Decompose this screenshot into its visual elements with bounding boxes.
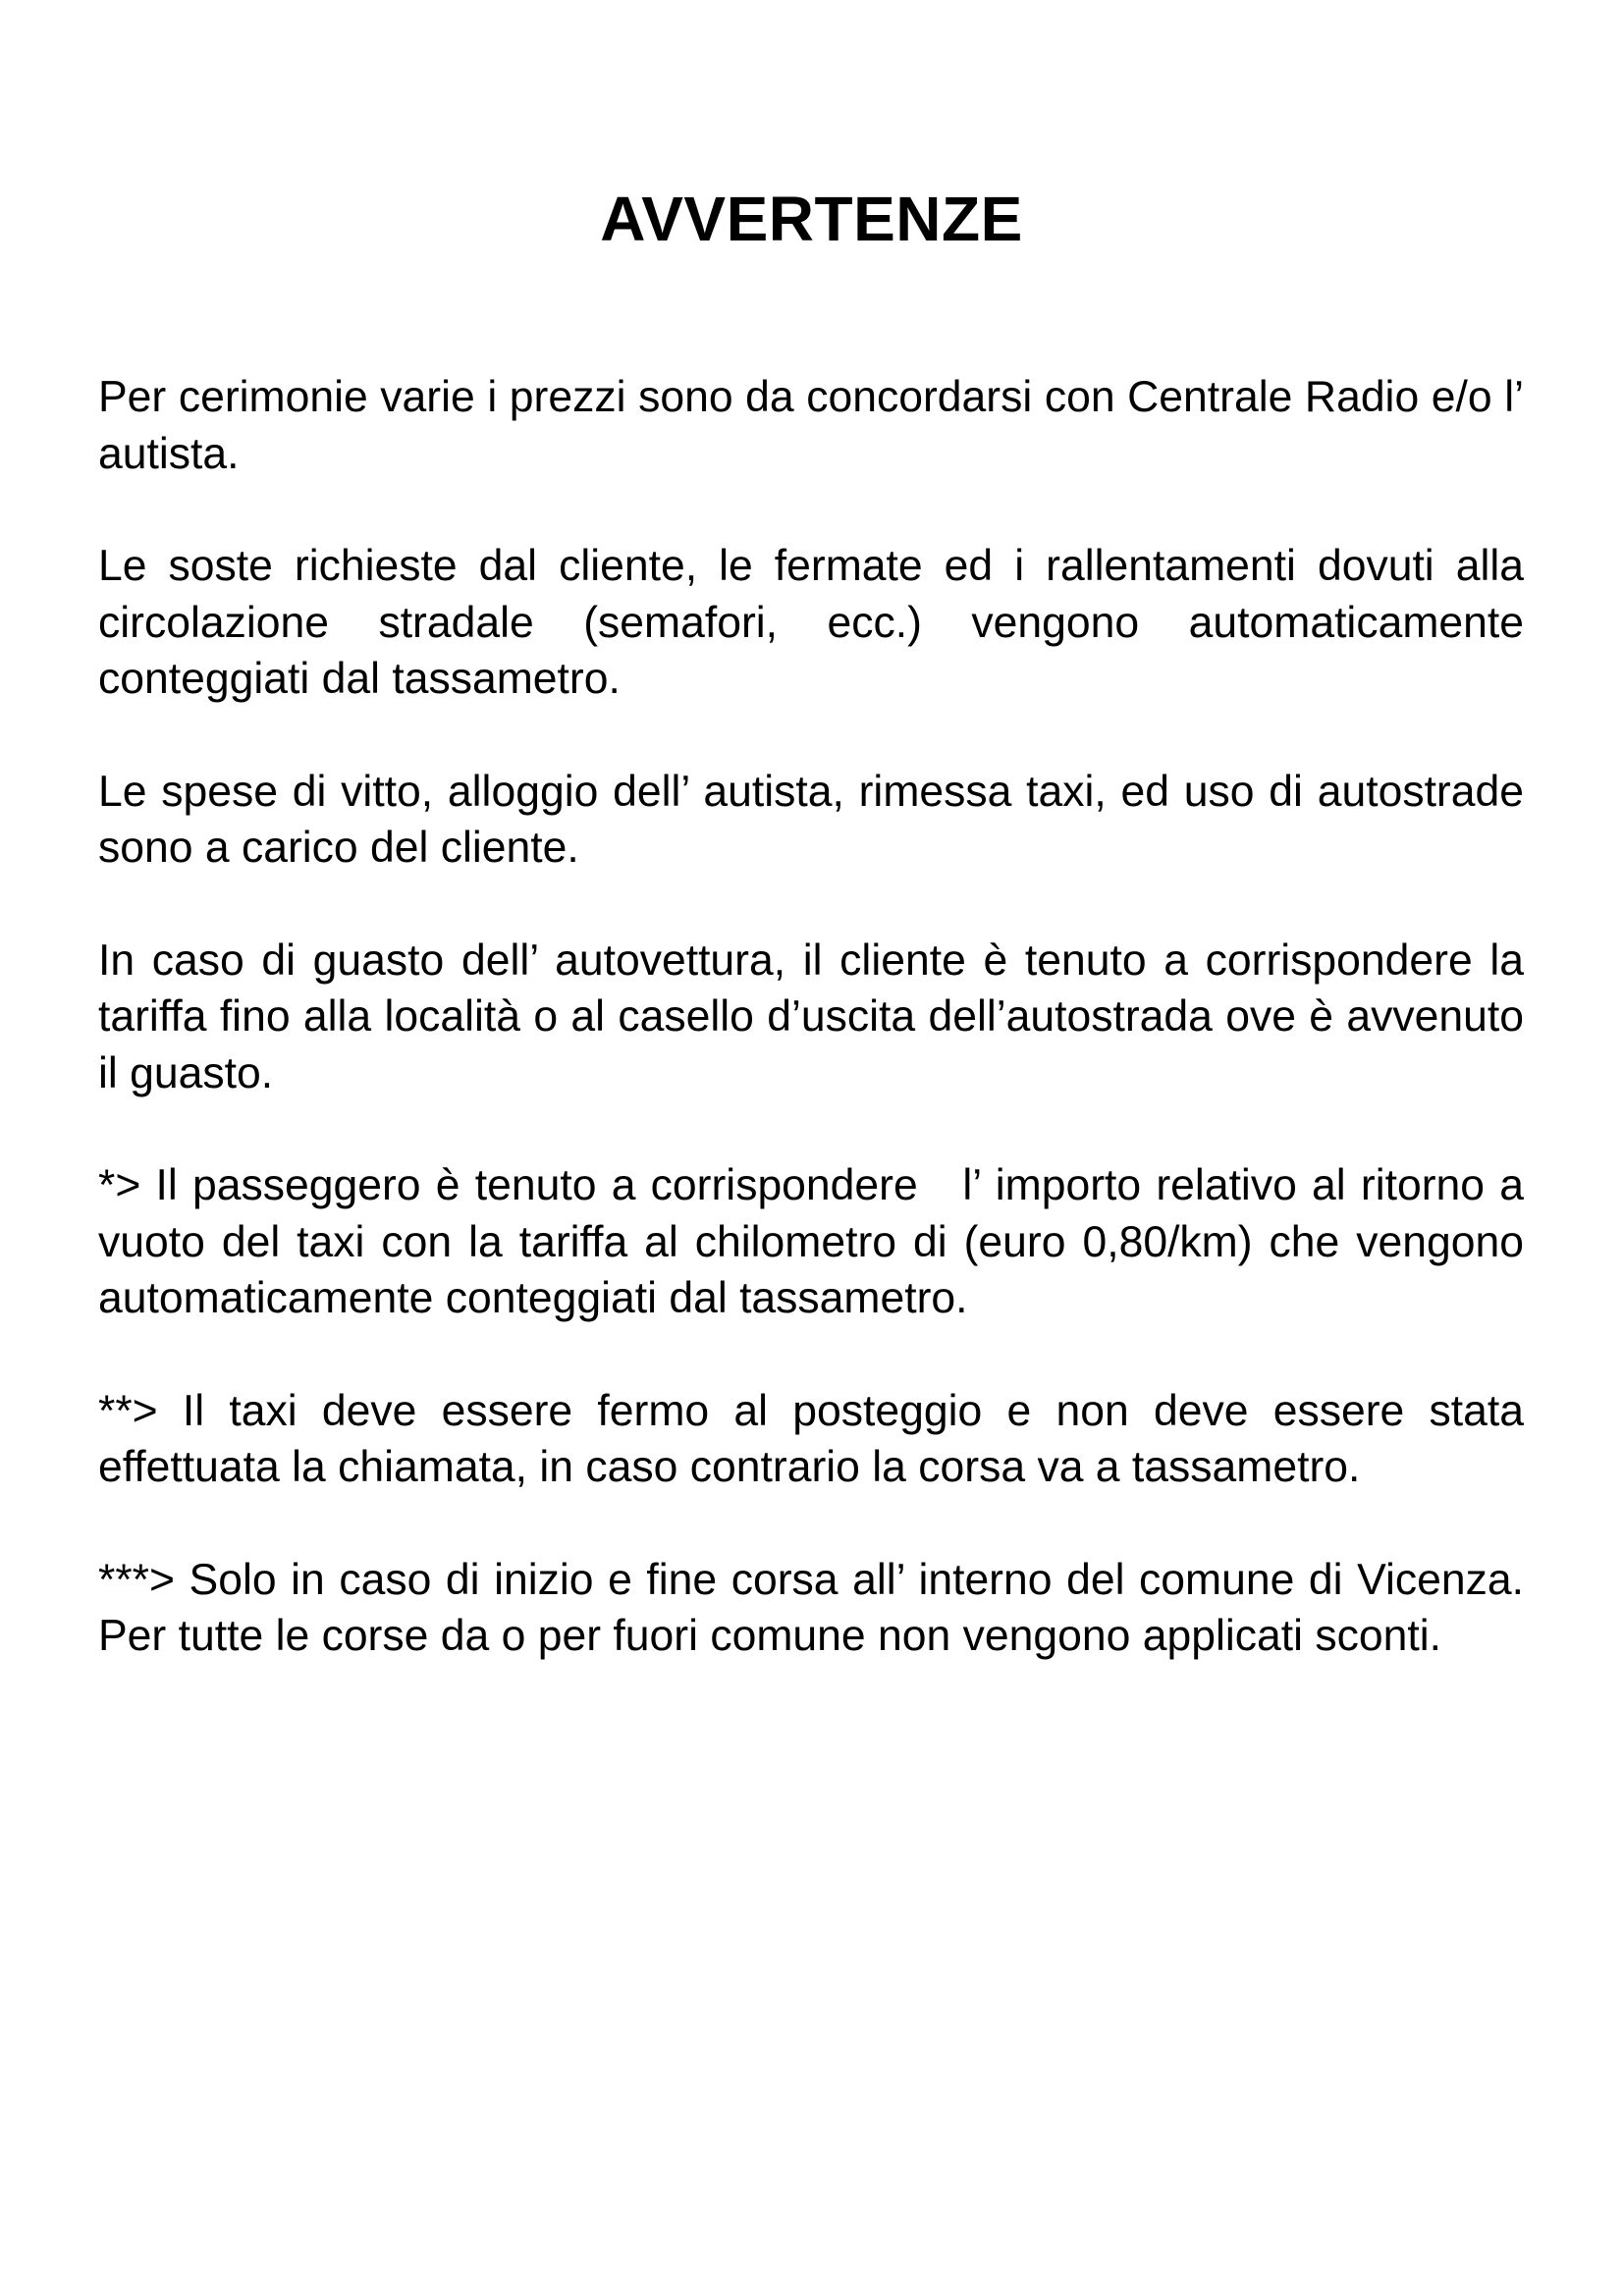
notice-empty-return: *> Il passeggero è tenuto a corrispondere l’ importo relativo al ritorno a vuoto del taxi con la tariffa al chilometro di (euro 0,80/km) che vengono automaticamente conteggiati dal tassametro. [98, 1161, 1537, 1322]
notice-expenses: Le spese di vitto, alloggio dell’ autista, rimessa taxi, ed uso di autostrade sono a carico del cliente. [98, 767, 1524, 872]
notices-body [98, 369, 1537, 1721]
notice-taxi-rank: **> Il taxi deve essere fermo al posteggio e non deve essere stata effettuata la chiamata, in caso contrario la corsa va a tassametro. [98, 1386, 1524, 1491]
notice-discounts: ***> Solo in caso di inizio e fine corsa all’ interno del comune di Vicenza. Per tutte le corse da o per fuori comune non vengono applicati sconti. [98, 1555, 1524, 1660]
notice-stops: Le soste richieste dal cliente, le fermate ed i rallentamenti dovuti alla circolazione stradale (semafori, ecc.) vengono automaticamente conteggiati dal tassametro. [98, 542, 1524, 703]
notice-ceremonies: Per cerimonie varie i prezzi sono da concordarsi con Centrale Radio e/o l’ autista. [98, 373, 1524, 478]
notice-breakdown: In caso di guasto dell’ autovettura, il cliente è tenuto a corrispondere la tariffa fino alla località o al casello d’uscita dell’autostrada ove è avvenuto il guasto. [98, 935, 1524, 1097]
page-title: AVVERTENZE [600, 184, 1023, 254]
